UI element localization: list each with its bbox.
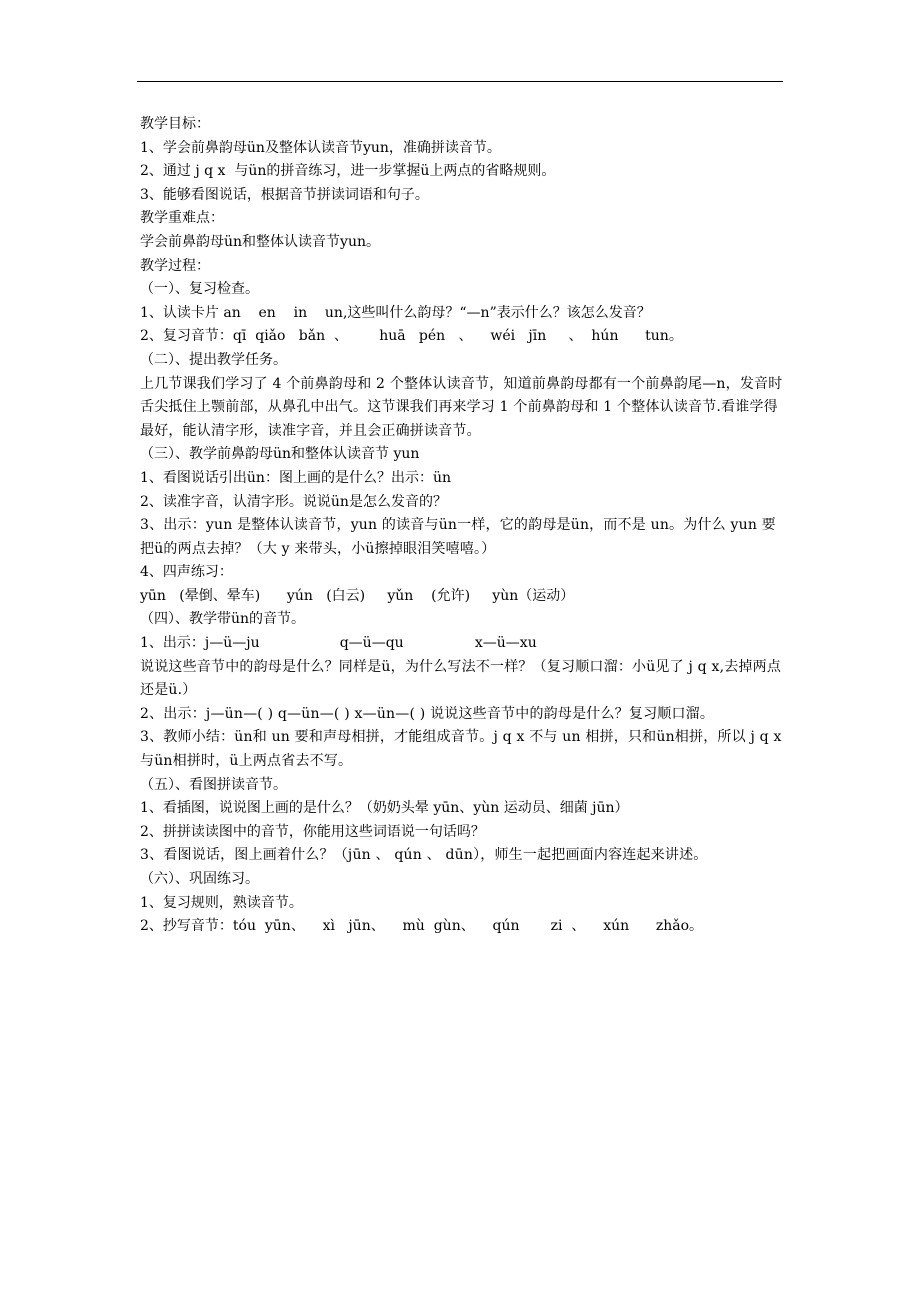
section-6-item-1: 1、复习规则，熟读音节。 — [140, 894, 303, 911]
key-points-text: 学会前鼻韵母ün和整体认读音节yun。 — [140, 233, 380, 250]
section-4-item-3: 3、教师小结：ün和 un 要和声母相拼，才能组成音节。j q x 不与 un 相拼，只和ün相拼，所以 j q x 与ün相拼时，ü上两点省去不写。 — [140, 729, 782, 770]
section-1-heading: （一）、复习检查。 — [140, 281, 259, 298]
section-1-item-1: 1、认读卡片 an en in un,这些叫什么韵母？“—n”表示什么？该怎么发音？ — [140, 304, 651, 321]
section-4-item-1: 1、出示：j—ü—ju q—ü—qu x—ü—xu — [140, 635, 537, 652]
section-4-item-2: 2、出示：j—ün—( ) q—ün—( ) x—ün—( ) 说说这些音节中的韵母是什么？复习顺口溜。 — [140, 705, 715, 722]
section-6-item-2: 2、抄写音节：tóu yūn、 xì jūn、 mù gùn、 qún zi 、 xún zhǎo。 — [140, 918, 704, 935]
process-heading: 教学过程： — [140, 257, 210, 274]
section-6-heading: （六）、巩固练习。 — [140, 871, 259, 887]
four-tones-practice: yūn (晕倒、晕车) yún (白云) yǔn (允许) yùn（运动） — [140, 587, 575, 604]
section-1-item-2: 2、复习音节：qī qiǎo bǎn 、 huā pén 、 wéi jīn 、 hún tun。 — [140, 328, 683, 345]
section-4-rule-paragraph: 说说这些音节中的韵母是什么？同样是ü，为什么写法不一样？（复习顺口溜：小ü见了 j q x,去掉两点还是ü.） — [140, 658, 782, 699]
objectives-heading: 教学目标： — [140, 116, 210, 132]
section-3-heading: （三）、教学前鼻韵母ün和整体认读音节 yun — [140, 446, 420, 463]
section-5-item-3: 3、看图说话，图上画着什么？（jūn 、 qún 、 dūn），师生一起把画面内容连起来讲述。 — [140, 847, 708, 864]
section-2-paragraph: 上几节课我们学习了 4 个前鼻韵母和 2 个整体认读音节，知道前鼻韵母都有一个前鼻韵尾—n，发音时舌尖抵住上颚前部，从鼻孔中出气。这节课我们再来学习 1 个前鼻韵母和 1 个整体认读音节.看谁学得最好，能认清字形，读准字音，并且会正确拼读音节。 — [140, 375, 783, 439]
header-rule — [137, 81, 783, 82]
section-3-item-2: 2、读准字音，认清字形。说说ün是怎么发音的？ — [140, 493, 447, 510]
objective-2: 2、通过 j q x 与ün的拼音练习，进一步掌握ü上两点的省略规则。 — [140, 163, 556, 180]
lesson-plan-body — [140, 113, 785, 939]
section-3-item-3: 3、出示：yun 是整体认读音节，yun 的读音与ün一样，它的韵母是ün，而不是 un。为什么 yun 要把ü的两点去掉？（大 y 来带头，小ü擦掉眼泪笑嘻嘻。） — [140, 517, 776, 557]
objective-3: 3、能够看图说话，根据音节拼读词语和句子。 — [140, 186, 429, 203]
section-5-item-1: 1、看插图，说说图上画的是什么？（奶奶头晕 yūn、yùn 运动员、细菌 jūn） — [140, 800, 629, 817]
section-5-heading: （五）、看图拼读音节。 — [140, 776, 287, 793]
section-5-item-2: 2、拼拼读读图中的音节，你能用这些词语说一句话吗？ — [140, 823, 485, 840]
section-3-item-1: 1、看图说话引出ün：图上画的是什么？出示：ün — [140, 469, 451, 486]
section-2-heading: （二）、提出教学任务。 — [140, 351, 287, 368]
key-points-heading: 教学重难点： — [140, 210, 224, 227]
section-4-heading: （四）、教学带ün的音节。 — [140, 611, 306, 628]
objective-1: 1、学会前鼻韵母ün及整体认读音节yun，准确拼读音节。 — [140, 139, 501, 156]
section-3-item-4: 4、四声练习： — [140, 564, 233, 581]
